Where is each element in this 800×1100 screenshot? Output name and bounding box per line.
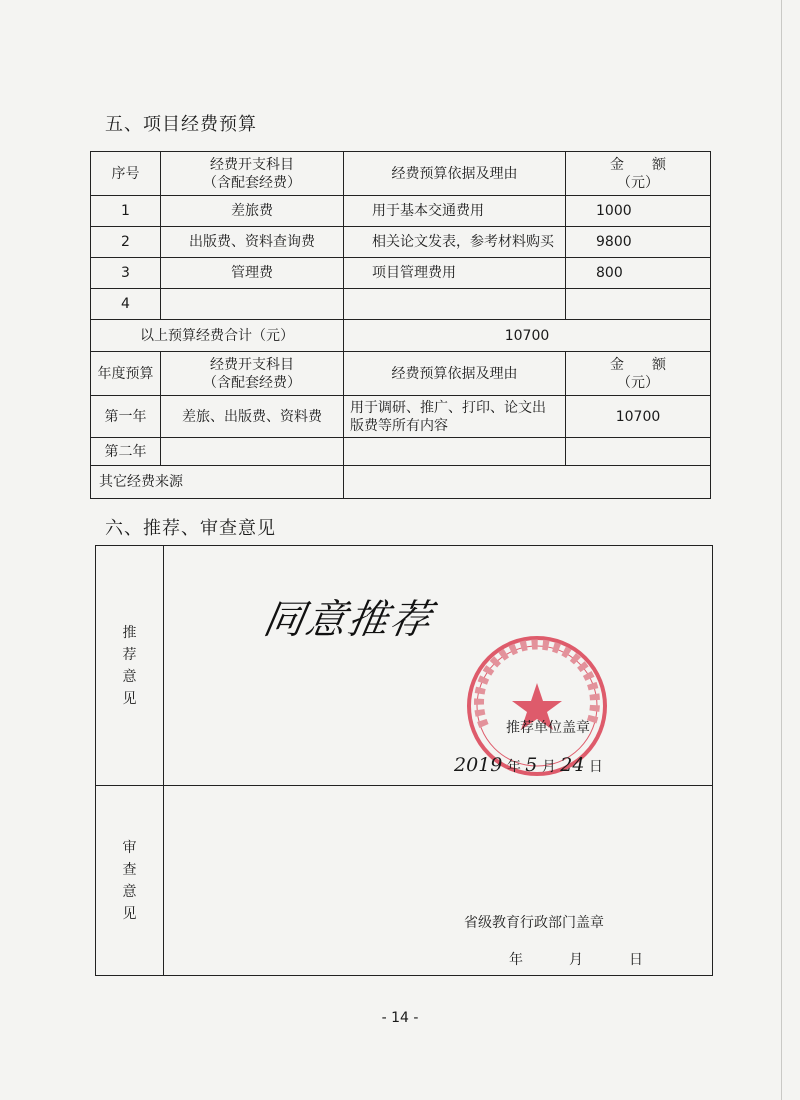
other-funding-value [344,466,711,499]
annual-header-item-line2: （含配套经费） [203,374,301,391]
review-label [96,786,164,976]
row-no: 4 [91,289,161,320]
recommend-date-month: 5 [525,754,538,776]
recommend-date-month-unit: 月 [541,759,556,775]
recommend-date-day-unit: 日 [588,759,603,775]
total-value: 10700 [344,320,711,352]
row-amount: 9800 [566,227,711,258]
annual-header-row [91,352,711,396]
header-amount-line1: 金 额 [610,156,666,173]
recommend-date [454,756,603,776]
recommend-signature: 同意推荐 [259,597,437,643]
page-edge [781,0,782,1100]
review-authority: 省级教育行政部门盖章 [464,915,604,931]
table-row [91,258,711,289]
review-content [164,786,713,976]
recommend-label [96,546,164,786]
other-funding-row [91,466,711,499]
annual-header-amount-line1: 金 额 [610,356,666,373]
review-table [95,545,713,976]
recommend-date-year-unit: 年 [506,759,521,775]
header-amount-line2: （元） [617,174,659,191]
annual-basis [344,438,566,466]
table-row [91,196,711,227]
recommend-label-text: 推荐意见 [122,624,137,707]
row-item [161,289,344,320]
annual-row [91,396,711,438]
recommend-content [164,546,713,786]
annual-header-item-line1: 经费开支科目 [210,356,294,373]
row-item: 差旅费 [161,196,344,227]
annual-item: 差旅、出版费、资料费 [161,396,344,438]
row-basis: 用于基本交通费用 [344,196,566,227]
recommend-stamp-label: 推荐单位盖章 [506,720,590,736]
header-item [161,152,344,196]
annual-item [161,438,344,466]
budget-header-row [91,152,711,196]
review-row [96,786,713,976]
annual-amount: 10700 [566,396,711,438]
recommend-row [96,546,713,786]
other-funding-label [91,466,344,499]
annual-header-item [161,352,344,396]
total-label: 以上预算经费合计（元） [91,320,344,352]
review-label-text: 审查意见 [122,839,137,922]
recommend-date-year: 2019 [454,754,503,776]
row-item: 出版费、资料查询费 [161,227,344,258]
row-amount: 1000 [566,196,711,227]
row-amount: 800 [566,258,711,289]
annual-header-amount-line2: （元） [617,374,659,391]
page-number: - 14 - [381,1010,419,1026]
row-no: 3 [91,258,161,289]
row-no: 1 [91,196,161,227]
annual-header-year: 年度预算 [91,352,161,396]
header-no: 序号 [91,152,161,196]
table-row [91,227,711,258]
budget-table [90,151,711,499]
row-amount [566,289,711,320]
review-date: 年 月 日 [509,952,649,968]
other-funding-label-text: 其它经费来源 [99,474,183,490]
total-row [91,320,711,352]
annual-basis: 用于调研、推广、打印、论文出版费等所有内容 [344,396,566,438]
row-no: 2 [91,227,161,258]
section-title-budget: 五、项目经费预算 [105,114,257,135]
header-basis: 经费预算依据及理由 [344,152,566,196]
annual-year: 第二年 [91,438,161,466]
header-amount [566,152,711,196]
row-item: 管理费 [161,258,344,289]
header-item-line2: （含配套经费） [203,174,301,191]
table-row [91,289,711,320]
annual-amount [566,438,711,466]
recommend-date-day: 24 [560,754,585,776]
row-basis [344,289,566,320]
row-basis: 相关论文发表，参考材料购买 [344,227,566,258]
annual-row [91,438,711,466]
annual-header-amount [566,352,711,396]
annual-year: 第一年 [91,396,161,438]
annual-header-basis: 经费预算依据及理由 [344,352,566,396]
row-basis: 项目管理费用 [344,258,566,289]
header-item-line1: 经费开支科目 [210,156,294,173]
section-title-review: 六、推荐、审查意见 [105,518,276,539]
